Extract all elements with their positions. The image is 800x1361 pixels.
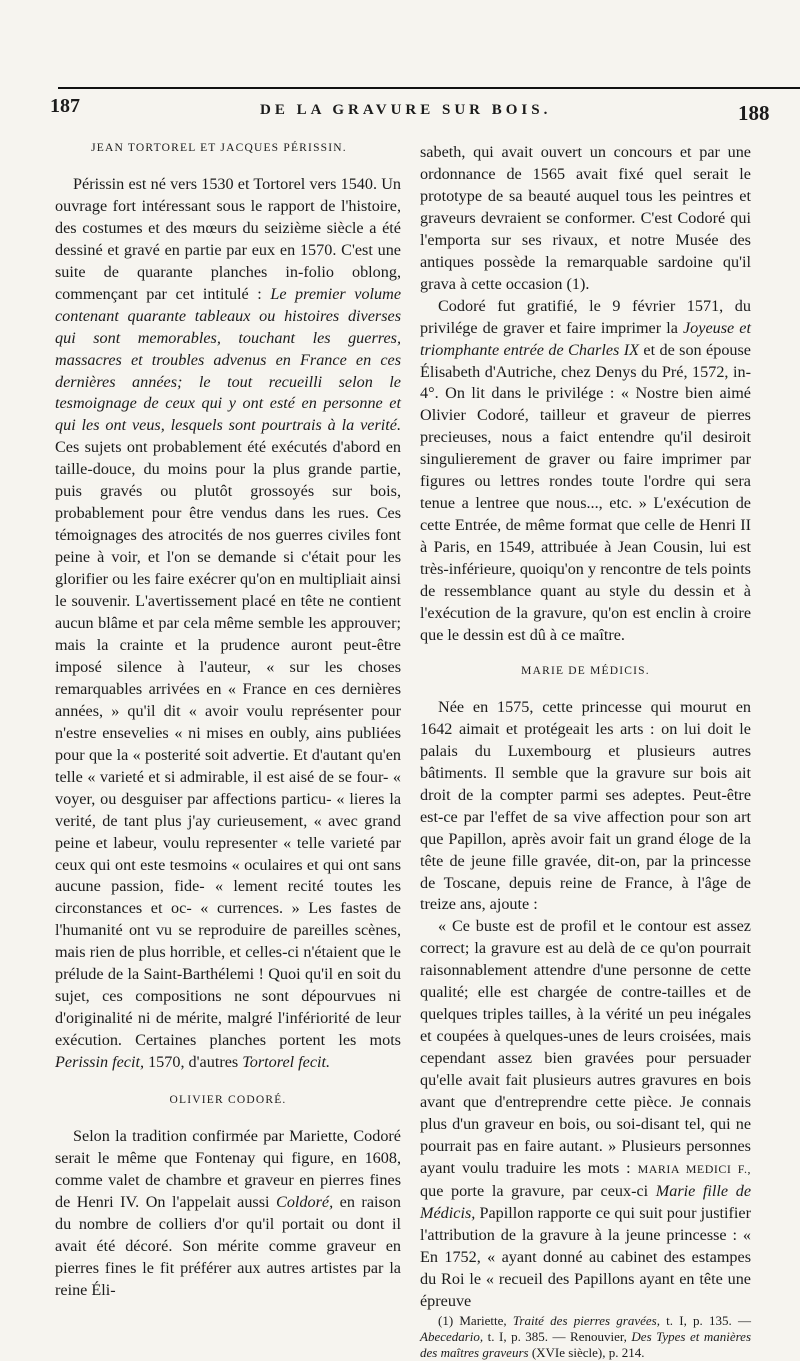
running-header <box>50 93 770 125</box>
footnote: (1) Mariette, Traité des pierres gravées, t. I, p. 135. — Abecedario, t. I, p. 385. — Renouvier, Des Types et manières des maîtres graveurs (XVIe siècle), p. 214. <box>420 1312 752 1360</box>
paragraph-codore-continued: sabeth, qui avait ouvert un concours et par une ordonnance de 1565 avait fixé quel serait le prototype de sa beauté auquel tous les peintres et graveurs devraient se conformer. C'est Codoré qui l'emporta sur ses rivaux, et notre Musée des antiques possède la remarquable sardoine qu'il grava à cette occasion (1). <box>420 143 751 293</box>
header-rule <box>58 87 800 89</box>
left-column <box>55 138 401 1302</box>
section-title-codore: OLIVIER CODORÉ. <box>169 1094 287 1107</box>
paragraph-codore-intro: Selon la tradition confirmée par Mariette, Codoré serait le même que Fontenay qui figure, en 1608, comme valet de chambre et graveur en pierres fines de Henri IV. On l'appelait aussi Coldoré, en raison du nombre de colliers d'or qu'il portait ou dont il avait été décoré. Son mérite comme graveur en pierres fines le fit préférer aux autres artistes par la reine Éli- <box>55 1126 401 1299</box>
left-page-number: 187 <box>50 95 80 117</box>
paragraph-papillon-quote: « Ce buste est de profil et le contour est assez correct; la gravure est au delà de ce qu'on pourrait raisonnablement attendre d'une personne de cette qualité; elle est chargée de contre-tailles et de quelques triples tailles, à la vérité un peu inégales et coupées à quelques-unes de leurs croisées, mais cependant assez bien gravées pour persuader qu'elle avait fait plusieurs autres gravures en bois avant que d'entreprendre cette pièce. Je connais plus d'un graveur en bois, ou soi-disant tel, qui ne pourrait pas en faire autant. » Plusieurs personnes ayant voulu traduire les mots : MARIA MEDICI F., que porte la gravure, par ceux-ci Marie fille de Médicis, Papillon rapporte ce qui suit pour justifier l'attribution de la gravure à la jeune princesse : « En 1752, « ayant donné au cabinet des estampes du Roi le « recueil des Papillons ayant en tête une épreuve <box>420 917 752 1310</box>
section-title-tortorel-perissin: JEAN TORTOREL ET JACQUES PÉRISSIN. <box>91 142 347 154</box>
right-page-number: 188 <box>738 101 770 125</box>
paragraph-tortorel-perissin: Périssin est né vers 1530 et Tortorel vers 1540. Un ouvrage fort intéressant sous le rapport de l'histoire, des costumes et des mœurs du seizième siècle a été dessiné et gravé en partie par eux en 1570. C'est une suite de quarante planches in-folio oblong, commençant par cet intitulé : Le premier volume contenant quarante tableaux ou histoires diverses qui sont memorables, touchant les guerres, massacres et troubles advenus en France en ces dernières années; le tout recueilli selon le tesmoignage de ceux qui y ont esté en personne et qui les ont veus, lesquels sont pourtrais à la verité. Ces sujets ont probablement été exécutés d'abord en taille-douce, du moins pour la plus grande partie, puis gravés ou plutôt grossoyés sur bois, probablement pour être vendus dans les rues. Ces témoignages des atrocités de nos guerres civiles font peine à voir, et l'on se demande si c'était pour les glorifier ou les faire exécrer qu'on en multipliait ainsi le souvenir. L'avertissement placé en tête ne contient aucun blâme et par cela même semble les approuver; mais la crainte et la prudence auront peut-être imposé silence à l'auteur, « sur les choses remarquables arrivées en « France en ces dernières années, » qu'il dit « avoir voulu représenter pour n'estre ensevelies « ni mises en oubly, ains publiées pour que la « posterité soit advertie. Et d'autant qu'en telle « varieté et si admirable, il est aisé de se four- « voyer, ou desguiser par affections particu- « lieres la verité, de tant plus j'ay curieusement, « avec grand peine et labeur, voulu representer « telle varieté par ceux qui ont este tesmoins « oculaires et qui ont sans aucune passion, fide- « lement recité toutes les circonstances et oc- « currences. » Les fastes de l'humanité ont vu se reproduire de pareilles scènes, mais rien de plus horrible, et celles-ci n'étaient que le prélude de la Saint-Barthélemi ! Quoi qu'il en soit du sujet, ces compositions ne sont dépourvues ni d'originalité ni de mérite, malgré l'infériorité de leur exécution. Certaines planches portent les mots Perissin fecit, 1570, d'autres Tortorel fecit. <box>55 174 401 1072</box>
paragraph-codore-privilege: Codoré fut gratifié, le 9 février 1571, du privilége de graver et faire imprimer la Joyeuse et triomphante entrée de Charles IX et de son épouse Élisabeth d'Autriche, chez Denys du Pré, 1572, in-4°. On lit dans le privilége : « Nostre bien aimé Olivier Codoré, tailleur et graveur de pierres precieuses, nous a faict entendre qu'il desiroit singulierement de graver ou faire imprimer par figures ou lettres rondes toute l'ordre qui sera tenue a lentree que nous..., etc. » L'exécution de cette Entrée, de même format que celle de Henri II à Paris, en 1549, attribuée à Jean Cousin, lui est très-inférieure, quoiqu'on y rencontre de tels points de ressemblance quant au style du dessin et à l'exécution de la gravure, qu'on est enclin à croire que le dessin est dû à ce maître. <box>420 296 751 644</box>
paragraph-marie-de-medicis: Née en 1575, cette princesse qui mourut en 1642 aimait et protégeait les arts : on lui doit le palais du Luxembourg et plusieurs autres bâtiments. Il semble que la gravure sur bois ait droit de la compter parmi ses adeptes. Peut-être est-ce par l'effet de sa vive affection pour son art que Papillon, après avoir fait un grand éloge de la tête de jeune fille gravée, dit-on, par la princesse de Toscane, depuis reine de France, à l'âge de treize ans, ajoute : <box>420 697 751 914</box>
section-title-marie-de-medicis: MARIE DE MÉDICIS. <box>521 664 650 677</box>
right-column <box>420 142 751 1361</box>
running-title: DE LA GRAVURE SUR BOIS. <box>260 102 552 118</box>
